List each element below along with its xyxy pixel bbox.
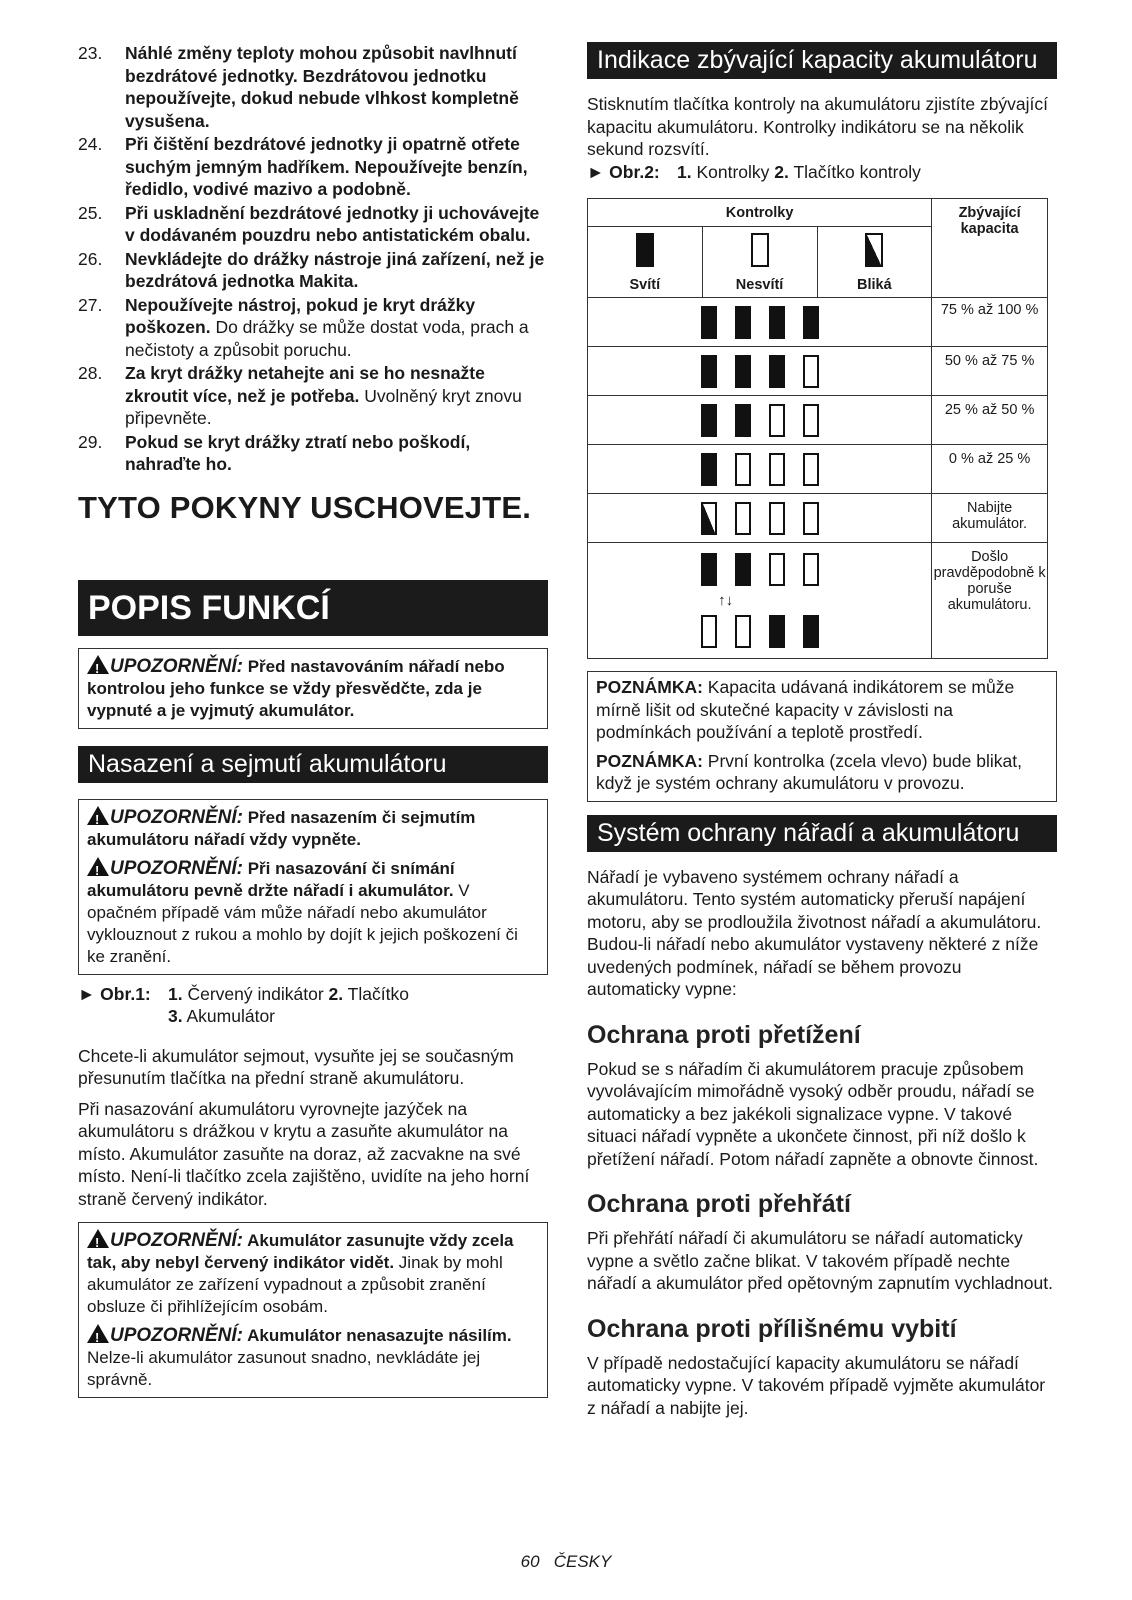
list-item: 25. Při uskladnění bezdrátové jednotky ji uchovávejte v dodávaném pouzdru nebo antistatickém obalu.: [78, 202, 540, 245]
capacity-value: 75 % až 100 %: [932, 298, 1048, 347]
section-title-protection: Systém ochrany nářadí a akumulátoru: [587, 815, 1057, 852]
legend-blink: Bliká: [817, 227, 932, 298]
paragraph: Při přehřátí nářadí či akumulátoru se nářadí automaticky vypne a světlo začne blikat. V takovém případě nechte nářadí a akumulátor před opětovným zapnutím vychladnout.: [587, 1228, 1053, 1293]
lamp-segment: [769, 615, 785, 648]
lamp-on-icon: [636, 233, 654, 267]
capacity-value: 25 % až 50 %: [932, 396, 1048, 445]
capacity-indicator-table: [587, 198, 1048, 659]
list-item: 27. Nepoužívejte nástroj, pokud je kryt drážky poškozen. Do drážky se může dostat voda, prach a nečistoty a způsobit poruchu.: [78, 294, 529, 360]
safety-list: [78, 42, 548, 476]
lamp-segment: [735, 502, 751, 535]
paragraph: Chcete-li akumulátor sejmout, vysuňte jej se současným přesunutím tlačítka na přední straně akumulátoru.: [78, 1045, 514, 1088]
lamp-segment: [769, 502, 785, 535]
lamp-group: [588, 494, 932, 543]
capacity-value: 0 % až 25 %: [932, 445, 1048, 494]
lamp-segment: [735, 306, 751, 339]
page-number: 60: [520, 1552, 540, 1571]
capacity-value: Došlo pravděpodobně k poruše akumulátoru.: [932, 543, 1048, 659]
section-title-capacity: Indikace zbývající kapacity akumulátoru: [587, 42, 1057, 79]
warning-icon: [87, 1229, 109, 1248]
lamp-off-icon: [751, 233, 769, 267]
figure-reference-2: ► Obr.2: 1. Kontrolky 2. Tlačítko kontroly: [587, 161, 921, 182]
section-title-battery-install: Nasazení a sejmutí akumulátoru: [78, 746, 548, 783]
header-capacity: Zbývající kapacita: [932, 199, 1048, 298]
capacity-row: [588, 494, 1048, 543]
lamp-segment: [701, 453, 717, 486]
paragraph: Pokud se s nářadím či akumulátorem pracuje způsobem vyvolávajícím mimořádně vysoký odběr proudu, nářadí se automaticky a bez jakékoli signalizace vypne. V takové situaci nářadí vypněte a ukončete činnost, při níž došlo k přetížení nářadí. Potom nářadí zapněte a obnovte činnost.: [587, 1058, 1039, 1169]
warning-icon: [87, 1324, 109, 1343]
lamp-segment: [769, 306, 785, 339]
lamp-segment: [701, 553, 717, 586]
right-column: [587, 42, 1057, 1419]
list-item: 23. Náhlé změny teploty mohou způsobit navlhnutí bezdrátové jednotky. Bezdrátovou jednotku nepoužívejte, dokud nebude vlhkost kompletně vysušena.: [78, 43, 519, 131]
keep-instructions-heading: TYTO POKYNY USCHOVEJTE.: [78, 489, 532, 525]
alternating-arrows-icon: ↑↓: [718, 592, 734, 609]
warning-icon: [87, 655, 109, 674]
list-item: 28. Za kryt drážky netahejte ani se ho nesnažte zkroutit více, než je potřeba. Uvolněný kryt znovu připevněte.: [78, 363, 522, 428]
warning-icon: [87, 857, 109, 876]
paragraph: Nářadí je vybaveno systémem ochrany nářadí a akumulátoru. Tento systém automaticky přeruší napájení motoru, aby se prodloužila životnost nářadí a akumulátoru. Budou-li nářadí nebo akumulátor vystaveny některé z níže uvedených podmínek, nářadí se během provozu automaticky vypne:: [587, 866, 1042, 999]
lamp-segment: [735, 355, 751, 388]
header-lamps: Kontrolky: [588, 199, 932, 227]
capacity-row: [588, 298, 1048, 347]
lamp-blink-icon: [865, 233, 883, 267]
lamp-group: [588, 298, 932, 347]
lamp-segment: [701, 404, 717, 437]
lamp-segment: [803, 615, 819, 648]
page-footer: [0, 1552, 1132, 1572]
list-item: 29. Pokud se kryt drážky ztratí nebo poškodí, nahraďte ho.: [78, 431, 471, 474]
warning-box-3: !UPOZORNĚNÍ: Akumulátor zasunujte vždy zcela tak, aby nebyl červený indikátor vidět. Jinak by mohl akumulátor ze zařízení vypadnout a způsobit zranění obsluze či přihlížejícím osobám. !UPOZORNĚNÍ: Akumulátor nenasazujte násilím. Nelze-li akumulátor zasunout snadno, nevkládáte jej správně.: [78, 1222, 548, 1398]
paragraph: V případě nedostačující kapacity akumulátoru se nářadí automaticky vypne. V takovém případě vyjměte akumulátor z nářadí a nabijte jej.: [587, 1352, 1046, 1418]
lamp-segment: [735, 404, 751, 437]
lamp-segment: [735, 453, 751, 486]
warning-box-2: !UPOZORNĚNÍ: Před nasazením či sejmutím akumulátoru nářadí vždy vypněte. !UPOZORNĚNÍ: Při nasazování či snímání akumulátoru pevně držte nářadí i akumulátor. V opačném případě vám může nářadí nebo akumulátor vyklouznout z rukou a mohlo by dojít k jejich poškození či ke zranění.: [78, 799, 548, 975]
lamp-group: [588, 445, 932, 494]
subheading-overdischarge: Ochrana proti přílišnému vybití: [587, 1314, 957, 1343]
lamp-segment: [769, 404, 785, 437]
legend-on: Svítí: [588, 227, 703, 298]
paragraph: Stisknutím tlačítka kontroly na akumulátoru zjistíte zbývající kapacitu akumulátoru. Kontrolky indikátoru se na několik sekund rozsvítí.: [587, 94, 1049, 159]
lamp-segment: [735, 553, 751, 586]
capacity-row-fault: [588, 543, 1048, 659]
paragraph: Při nasazování akumulátoru vyrovnejte jazýček na akumulátoru s drážkou v krytu a zasuňte akumulátor na místo. Akumulátor zasuňte na doraz, až zacvakne na své místo. Není-li tlačítko zcela zajištěno, uvidíte na jeho horní straně červený indikátor.: [78, 1098, 530, 1209]
lamp-segment: [769, 453, 785, 486]
popis-funkci-title: POPIS FUNKCÍ: [78, 580, 548, 636]
left-column: [78, 42, 548, 1398]
lamp-group: [588, 396, 932, 445]
lamp-segment: [803, 355, 819, 388]
lamp-segment: [701, 502, 717, 535]
lamp-segment: [735, 615, 751, 648]
lamp-segment: [803, 306, 819, 339]
subheading-overload: Ochrana proti přetížení: [587, 1020, 861, 1049]
subheading-overheat: Ochrana proti přehřátí: [587, 1190, 851, 1218]
list-item: 24. Při čištění bezdrátové jednotky ji opatrně otřete suchým jemným hadříkem. Nepoužívejte benzín, ředidlo, vodivé mazivo a podobně.: [78, 134, 528, 199]
capacity-row: [588, 347, 1048, 396]
list-item: 26. Nevkládejte do drážky nástroje jiná zařízení, než je bezdrátová jednotka Makita.: [78, 248, 545, 291]
lamp-segment: [769, 355, 785, 388]
lamp-segment: [701, 306, 717, 339]
capacity-value: Nabijte akumulátor.: [932, 494, 1048, 543]
lamp-segment: [769, 553, 785, 586]
footer-language: ČESKY: [553, 1552, 612, 1571]
capacity-row: [588, 445, 1048, 494]
capacity-row: [588, 396, 1048, 445]
lamp-segment: [701, 615, 717, 648]
capacity-value: 50 % až 75 %: [932, 347, 1048, 396]
lamp-group: [588, 347, 932, 396]
warning-box-1: !UPOZORNĚNÍ: Před nastavováním nářadí nebo kontrolou jeho funkce se vždy přesvědčte, zda je vypnuté a je vyjmutý akumulátor.: [78, 648, 548, 729]
note-box: POZNÁMKA: Kapacita udávaná indikátorem se může mírně lišit od skutečné kapacity v závislosti na podmínkách používání a teplotě prostředí. POZNÁMKA: První kontrolka (zcela vlevo) bude blikat, když je systém ochrany akumulátoru v provozu.: [587, 671, 1057, 802]
figure-reference-1: ► Obr.1: 1. Červený indikátor 2. Tlačítko 3. Akumulátor: [78, 983, 409, 1026]
lamp-segment: [803, 502, 819, 535]
legend-off: Nesvítí: [702, 227, 817, 298]
lamp-segment: [803, 553, 819, 586]
lamp-segment: [803, 404, 819, 437]
lamp-group-fault: [588, 543, 932, 659]
warning-icon: [87, 806, 109, 825]
lamp-segment: [803, 453, 819, 486]
lamp-segment: [701, 355, 717, 388]
